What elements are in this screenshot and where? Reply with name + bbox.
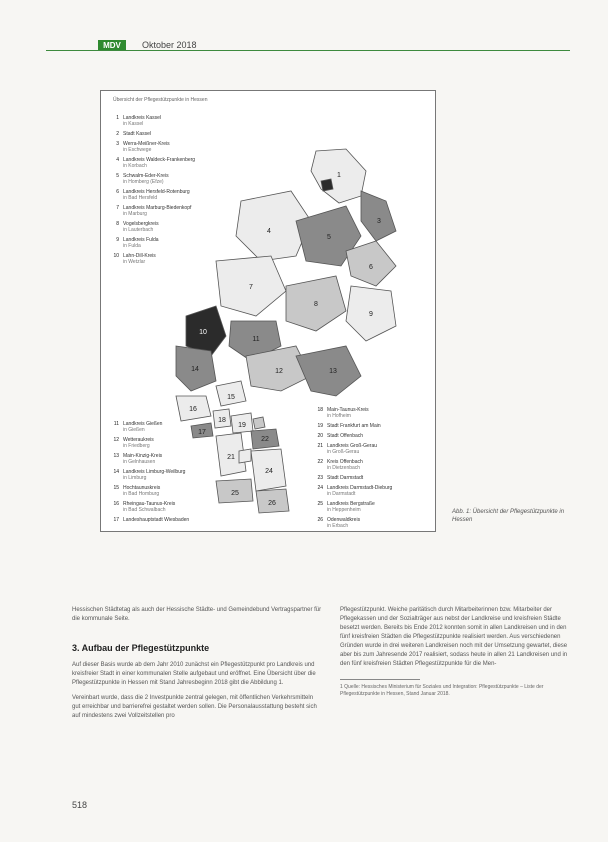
legend-number: 21 [317, 443, 323, 449]
text-column-left [72, 606, 322, 727]
map-label-22: 22 [261, 436, 269, 443]
legend-sub: in Groß-Gerau [327, 449, 360, 455]
legend-text [123, 115, 161, 127]
footnote-rule [340, 679, 420, 680]
header-rule [46, 50, 570, 51]
left-paragraph-1: Auf dieser Basis wurde ab dem Jahr 2010 zunächst ein Pflegestützpunkt pro Landkreis und kreisfreier Stadt in einer kommunalen Stelle aufgebaut und eröffnet. Eine Übersicht über die Pflegestützpunkte in Hessen mit Stand Jahresbeginn 2018 gibt die Abbildung 1. [72, 662, 316, 686]
legend-name: Landeshauptstadt Wiesbaden [123, 517, 190, 523]
legend-number: 12 [113, 437, 119, 443]
legend-sub: in Gießen [123, 427, 145, 433]
legend-name: Landkreis Marburg-Biedenkopf [123, 205, 192, 211]
legend-name: Lahn-Dill-Kreis [123, 253, 156, 259]
hessen-district-map [171, 141, 421, 521]
legend-number: 11 [113, 421, 119, 427]
legend-number: 7 [116, 205, 119, 211]
legend-name: Landkreis Groß-Gerau [327, 443, 378, 449]
legend-sub: in Bad Schwalbach [123, 507, 166, 513]
legend-text [123, 173, 169, 185]
legend-name: Landkreis Kassel [123, 115, 162, 121]
figure-caption: Abb. 1: Übersicht der Pflegestützpunkte in Hessen [452, 509, 565, 523]
legend-sub: in Fulda [123, 243, 141, 249]
legend-sub: in Dietzenbach [327, 465, 361, 471]
map-label-17: 17 [198, 429, 206, 436]
legend-sub: in Eschwege [123, 147, 152, 153]
map-label-5: 5 [327, 234, 331, 241]
legend-name: Vogelsbergkreis [123, 221, 159, 227]
map-label-26: 26 [268, 500, 276, 507]
legend-name: Landkreis Fulda [123, 237, 159, 243]
legend-name: Stadt Kassel [123, 131, 152, 137]
legend-text [123, 221, 159, 233]
legend-number: 10 [113, 253, 119, 259]
left-paragraph-2: Vereinbart wurde, dass die 2 Investpunkte zentral gelegen, mit öffentlichen Verkehrsmitteln gut erreichbar und barrierefrei gestaltet werden sollen. Die Personalausstattung besteht sich auf mindestens zwei Vollzeitstellen pro [72, 695, 317, 719]
legend-number: 3 [116, 141, 119, 147]
map-label-9: 9 [369, 311, 373, 318]
legend-number: 15 [113, 485, 119, 491]
legend-sub: in Marburg [123, 211, 147, 217]
legend-text [123, 131, 151, 137]
left-intro-paragraph: Hessischen Städtetag als auch der Hessische Städte- und Gemeindebund Vertragspartner für die kommunale Seite. [72, 607, 322, 622]
map-label-19: 19 [238, 422, 246, 429]
legend-sub: in Bad Hersfeld [123, 195, 158, 201]
map-label-11: 11 [252, 336, 260, 343]
legend-name: Landkreis Waldeck-Frankenberg [123, 157, 196, 163]
map-label-16: 16 [189, 406, 197, 413]
legend-sub: in Heppenheim [327, 507, 361, 513]
section-heading: 3. Aufbau der Pflegestützpunkte [72, 643, 210, 653]
legend-number: 5 [116, 173, 119, 179]
legend-number: 26 [317, 517, 323, 523]
legend-sub: in Wetzlar [123, 259, 146, 265]
map-label-4: 4 [267, 228, 271, 235]
map-label-8: 8 [314, 301, 318, 308]
legend-name: Kreis Offenbach [327, 459, 363, 465]
legend-number: 18 [317, 407, 323, 413]
legend-number: 23 [317, 475, 323, 481]
map-label-10: 10 [199, 329, 207, 336]
legend-text [123, 453, 162, 465]
legend-number: 22 [317, 459, 323, 465]
legend-name: Main-Taunus-Kreis [327, 407, 369, 413]
legend-sub: in Bad Homburg [123, 491, 160, 497]
legend-item [109, 131, 209, 137]
legend-number: 9 [116, 237, 119, 243]
legend-text [123, 253, 156, 265]
legend-number: 20 [317, 433, 323, 439]
legend-name: Hochtaunuskreis [123, 485, 161, 491]
legend-name: Stadt Darmstadt [327, 475, 364, 481]
legend-number: 8 [116, 221, 119, 227]
legend-name: Schwalm-Eder-Kreis [123, 173, 169, 179]
map-label-18: 18 [218, 417, 226, 424]
map-label-15: 15 [227, 394, 235, 401]
legend-name: Stadt Frankfurt am Main [327, 423, 381, 429]
legend-number: 2 [116, 131, 119, 137]
legend-name: Landkreis Hersfeld-Rotenburg [123, 189, 190, 195]
legend-name: Rheingau-Taunus-Kreis [123, 501, 176, 507]
district-2 [321, 179, 333, 191]
map-label-1: 1 [337, 172, 341, 179]
header-date: Oktober 2018 [142, 40, 197, 50]
map-label-12: 12 [275, 368, 283, 375]
map-label-13: 13 [329, 368, 337, 375]
legend-number: 24 [317, 485, 323, 491]
legend-number: 17 [113, 517, 119, 523]
legend-name: Landkreis Gießen [123, 421, 163, 427]
legend-sub: in Gelnhausen [123, 459, 156, 465]
legend-number: 4 [116, 157, 119, 163]
map-label-7: 7 [249, 284, 253, 291]
legend-number: 25 [317, 501, 323, 507]
legend-sub: in Erbach [327, 523, 349, 529]
legend-name: Wetteraukreis [123, 437, 154, 443]
legend-name: Landkreis Bergstraße [327, 501, 375, 507]
legend-sub: in Homberg (Efze) [123, 179, 164, 185]
map-label-6: 6 [369, 264, 373, 271]
legend-text [123, 485, 160, 497]
legend-sub: in Friedberg [123, 443, 150, 449]
legend-name: Landkreis Darmstadt-Dieburg [327, 485, 393, 491]
legend-name: Landkreis Limburg-Weilburg [123, 469, 186, 475]
district-23 [239, 449, 251, 463]
legend-name: Stadt Offenbach [327, 433, 364, 439]
legend-name: Werra-Meißner-Kreis [123, 141, 170, 147]
map-label-24: 24 [265, 468, 273, 475]
legend-text [123, 141, 170, 153]
legend-sub: in Lauterbach [123, 227, 154, 233]
legend-item [109, 115, 209, 127]
map-label-21: 21 [227, 454, 235, 461]
legend-number: 14 [113, 469, 119, 475]
figure-title: Übersicht der Pflegestützpunkte in Hessen [113, 97, 208, 103]
legend-number: 1 [116, 115, 119, 121]
legend-sub: in Korbach [123, 163, 147, 169]
text-column-right [340, 606, 572, 698]
map-label-3: 3 [377, 218, 381, 225]
legend-number: 16 [113, 501, 119, 507]
legend-name: Odenwaldkreis [327, 517, 361, 523]
legend-sub: in Hofheim [327, 413, 351, 419]
page-header [0, 0, 608, 60]
legend-text [123, 237, 159, 249]
footnote: 1 Quelle: Hessisches Ministerium für Soziales und Integration: Pflegestützpunkte – Liste der Pflegestützpunkte in Hessen, Stand Januar 2018. [340, 684, 544, 697]
district-20 [253, 417, 265, 429]
legend-sub: in Limburg [123, 475, 147, 481]
mdv-badge: MDV [98, 40, 126, 51]
legend-sub: in Kassel [123, 121, 144, 127]
legend-text [123, 437, 154, 449]
legend-sub: in Darmstadt [327, 491, 356, 497]
legend-number: 13 [113, 453, 119, 459]
legend-number: 19 [317, 423, 323, 429]
right-paragraph-1: Pflegestützpunkt. Weiche paritätisch durch Mitarbeiterinnen bzw. Mitarbeiter der Pflegekassen und der Sozialträger aus nebst der Landkreise und kreisfreien Städte besetzt werden. Bereits bis Ende 2012 konnten somit in allen Landkreisen und in den fünf kreisfreien Städten die Pflegestützpunkte realisiert werden. Aus verschiedenen Gründen wurde in drei weiteren Landkreisen noch mit der Umsetzung gewartet, diese aber bis zum Jahresende 2017 realisiert, sodass heute in allen 21 Landkreisen und in den fünf kreisfreien Städten Pflegestützpunkte für die Men- [340, 607, 568, 667]
district-3 [361, 191, 396, 241]
legend-number: 6 [116, 189, 119, 195]
map-label-25: 25 [231, 490, 239, 497]
legend-text [123, 421, 162, 433]
page-number: 518 [72, 800, 88, 810]
hessen-map-figure [100, 90, 436, 532]
map-label-14: 14 [191, 366, 199, 373]
legend-text [123, 501, 175, 513]
legend-name: Main-Kinzig-Kreis [123, 453, 163, 459]
